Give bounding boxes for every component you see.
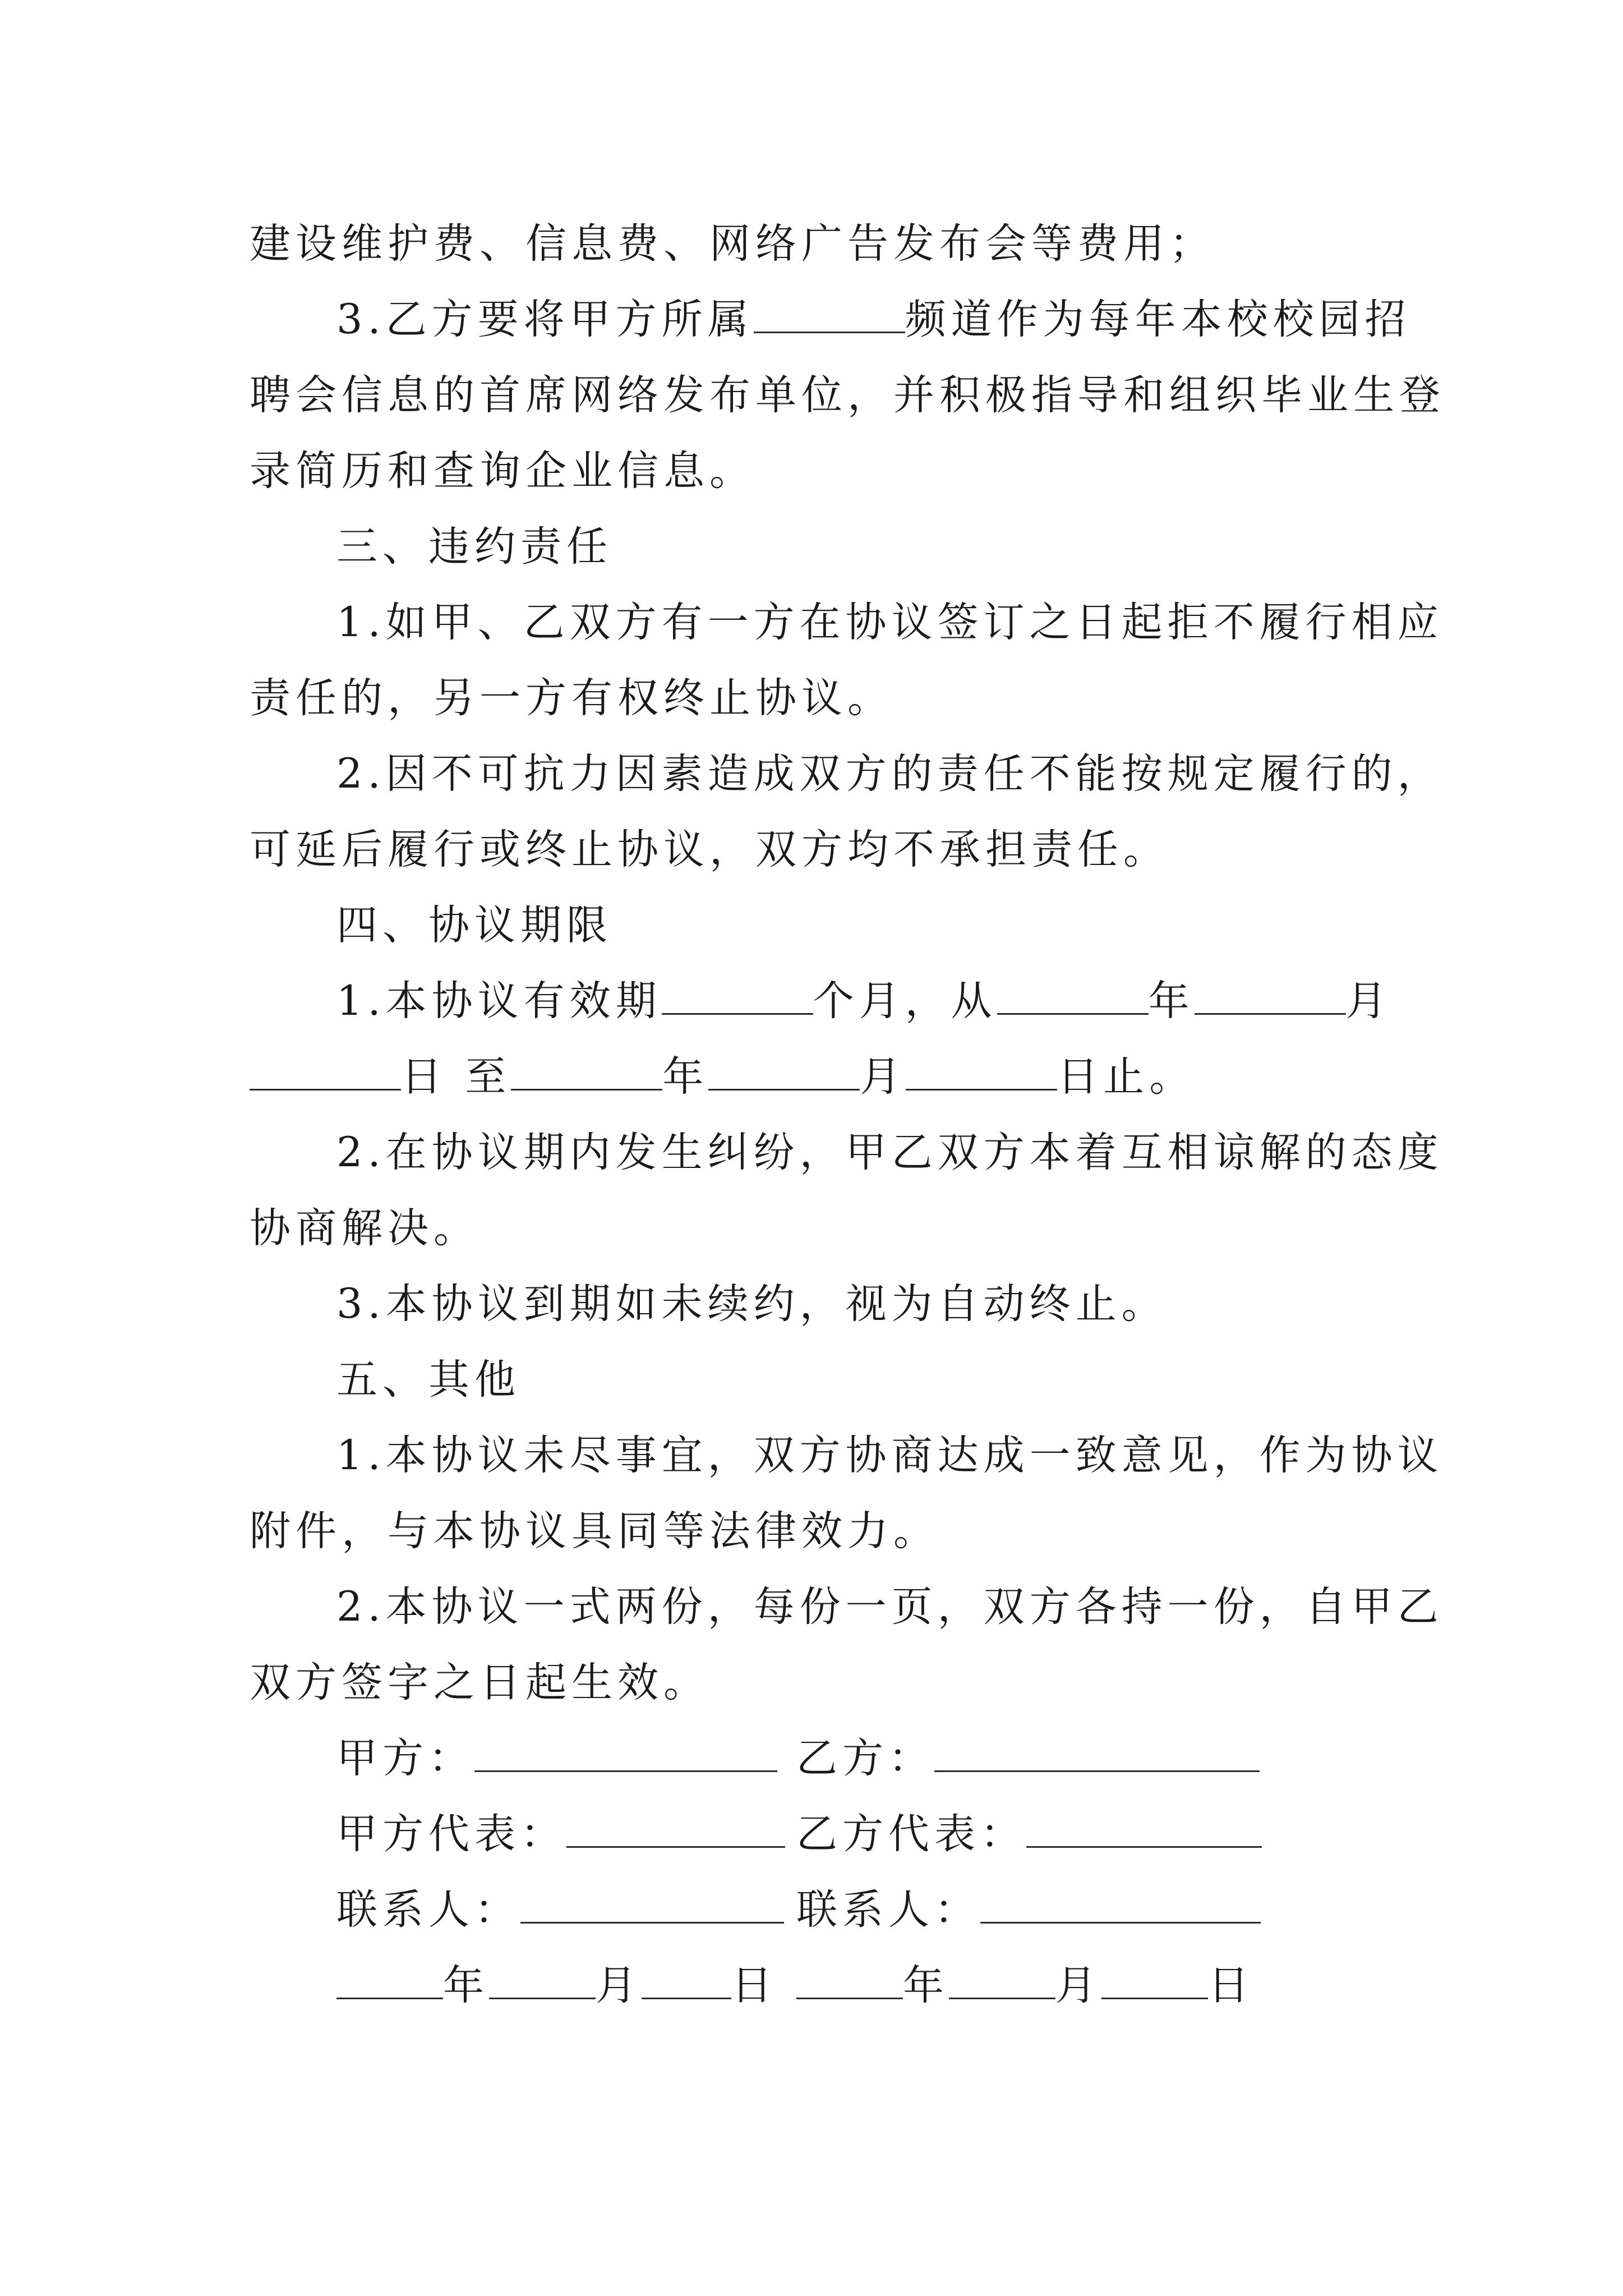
text-run: 月 (1345, 977, 1392, 1025)
year-label: 年 (443, 1962, 489, 2009)
paragraph-line: 1.本协议未尽事宜，双方协商达成一致意见，作为协议 (336, 1432, 1444, 1479)
date-b-field (796, 1958, 1254, 2014)
date-b-month-blank[interactable] (949, 1958, 1055, 1999)
start-day-blank[interactable] (250, 1050, 401, 1091)
section-heading: 三、违约责任 (336, 523, 612, 570)
contact-a-blank[interactable] (520, 1883, 784, 1924)
text-run: 3.乙方要将甲方所属 (336, 296, 754, 343)
section-heading: 五、其他 (336, 1356, 520, 1404)
text-run: 1.本协议有效期 (336, 977, 662, 1025)
fill-in-blank[interactable] (754, 292, 905, 333)
rep-a-blank[interactable] (566, 1807, 785, 1848)
party-b-label: 乙方： (796, 1734, 934, 1782)
party-a-blank[interactable] (474, 1731, 777, 1772)
paragraph-line (250, 1049, 1391, 1105)
rep-b-blank[interactable] (1026, 1807, 1262, 1848)
party-b-field (796, 1731, 1260, 1787)
text-run: 年 (1148, 977, 1195, 1025)
month-label: 月 (1055, 1962, 1101, 2009)
end-year-blank[interactable] (511, 1050, 662, 1091)
day-label: 日 (731, 1962, 777, 2009)
end-day-blank[interactable] (906, 1050, 1057, 1091)
text-run: 个月，从 (813, 977, 997, 1025)
end-month-blank[interactable] (708, 1050, 860, 1091)
paragraph-line: 责任的，另一方有权终止协议。 (250, 674, 893, 722)
text-run: 月 (860, 1053, 906, 1101)
paragraph-line: 附件，与本协议具同等法律效力。 (250, 1507, 939, 1555)
date-b-day-blank[interactable] (1101, 1958, 1208, 1999)
text-run: 年 (662, 1053, 709, 1101)
paragraph-line: 可延后履行或终止协议，双方均不承担责任。 (250, 826, 1169, 873)
party-b-blank[interactable] (934, 1731, 1260, 1772)
text-run: 频道作为每年本校校园招 (905, 296, 1411, 343)
rep-b-field (796, 1806, 1262, 1862)
contact-b-field (796, 1882, 1261, 1938)
contact-a-label: 联系人： (336, 1886, 520, 1934)
contact-a-field (336, 1882, 784, 1938)
start-month-blank[interactable] (1195, 974, 1346, 1015)
rep-a-field (336, 1806, 785, 1862)
paragraph-line: 录简历和查询企业信息。 (250, 447, 755, 495)
year-label: 年 (903, 1962, 949, 2009)
section-heading: 四、协议期限 (336, 901, 612, 949)
paragraph-line (336, 292, 1411, 348)
party-a-field (336, 1731, 777, 1787)
date-a-month-blank[interactable] (489, 1958, 596, 1999)
month-label: 月 (596, 1962, 642, 2009)
paragraph-line: 建设维护费、信息费、网络广告发布会等费用； (250, 220, 1215, 268)
rep-a-label: 甲方代表： (336, 1810, 566, 1858)
party-a-label: 甲方： (336, 1734, 474, 1782)
paragraph-line: 聘会信息的首席网络发布单位，并积极指导和组织毕业生登 (250, 371, 1445, 419)
date-a-day-blank[interactable] (642, 1958, 731, 1999)
text-run: 日 至 (401, 1053, 511, 1101)
paragraph-line: 协商解决。 (250, 1204, 479, 1252)
paragraph-line: 2.本协议一式两份，每份一页，双方各持一份，自甲乙 (336, 1583, 1444, 1631)
start-year-blank[interactable] (997, 974, 1149, 1015)
date-a-field (336, 1958, 777, 2014)
text-run: 日止。 (1057, 1053, 1196, 1101)
rep-b-label: 乙方代表： (796, 1810, 1026, 1858)
date-b-year-blank[interactable] (796, 1958, 903, 1999)
date-a-year-blank[interactable] (336, 1958, 443, 1999)
paragraph-line (336, 973, 1391, 1029)
contact-b-blank[interactable] (980, 1883, 1261, 1924)
day-label: 日 (1208, 1962, 1254, 2009)
paragraph-line: 双方签字之日起生效。 (250, 1659, 709, 1706)
paragraph-line: 1.如甲、乙双方有一方在协议签订之日起拒不履行相应 (336, 599, 1444, 646)
contact-b-label: 联系人： (796, 1886, 980, 1934)
paragraph-line: 3.本协议到期如未续约，视为自动终止。 (336, 1280, 1168, 1328)
paragraph-line: 2.在协议期内发生纠纷，甲乙双方本着互相谅解的态度 (336, 1129, 1444, 1176)
paragraph-line: 2.因不可抗力因素造成双方的责任不能按规定履行的， (336, 750, 1444, 798)
months-blank[interactable] (662, 974, 813, 1015)
